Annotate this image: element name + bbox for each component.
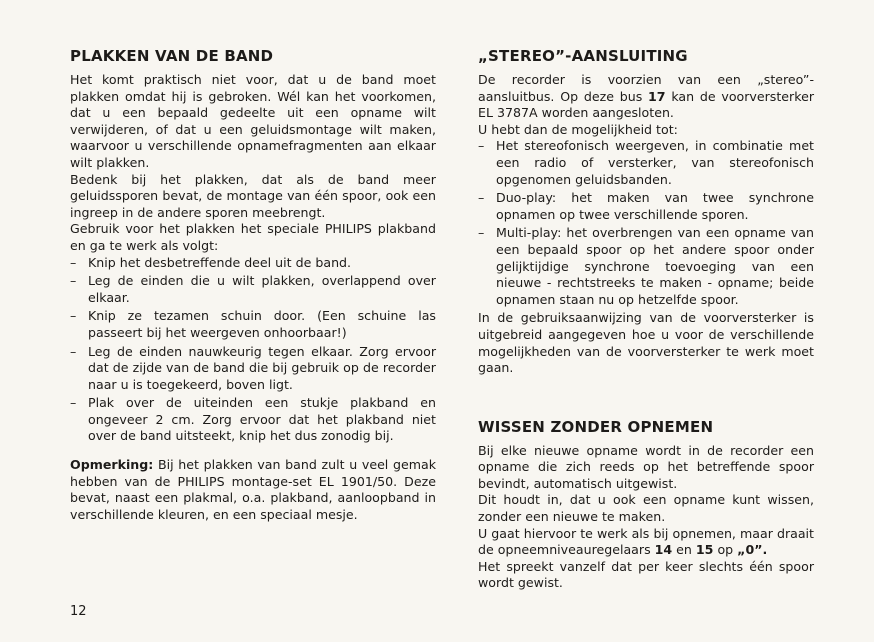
right-column: [478, 46, 814, 592]
paragraph: In de gebruiksaanwijzing van de voorversterker is uitgebreid aangegeven hoe u voor de verschillende mogelijkheden van de voorversterker te werk moet gaan.: [478, 310, 814, 376]
steps-list: [70, 255, 436, 446]
text-run: De recorder is voorzien van een „stereo”-aansluitbus. Op deze bus: [478, 72, 814, 104]
section-title-stereo: „STEREO”-AANSLUITING: [478, 47, 688, 65]
paragraph: Bij elke nieuwe opname wordt in de recorder een opname die zich reeds op het betreffende spoor bevindt, automatisch uitgewist.: [478, 442, 814, 491]
text-run: U gaat hiervoor te werk als bij opnemen, maar draait de opneemniveauregelaars: [478, 525, 814, 558]
note-label: Opmerking:: [70, 457, 154, 473]
section-title-wissen: WISSEN ZONDER OPNEMEN: [478, 417, 714, 436]
left-column: [70, 46, 436, 523]
list-item: – Leg de einden die u wilt plakken, overlappend over elkaar.: [70, 273, 436, 306]
list-item: – Multi-play: het overbrengen van een opname van een bepaald spoor op het andere spoor onder gelijktijdige synchrone toevoeging van een nieuwe - rechtstreeks te maken - opname; beide opnamen staan nu op hetzelfde spoor.: [478, 225, 814, 308]
bold-number: 15: [695, 542, 714, 558]
list-item: – Knip het desbetreffende deel uit de band.: [70, 255, 436, 272]
paragraph: Het komt praktisch niet voor, dat u de band moet plakken omdat hij is gebroken. Wél kan het voorkomen, dat u een bepaald gedeelte uit een opname wilt verwijderen, of dat u een geluidsmontage wilt maken, waarvoor u verschillende opnamefragmenten aan elkaar wilt plakken.: [70, 72, 436, 170]
list-item: – Plak over de uiteinden een stukje plakband en ongeveer 2 cm. Zorg ervoor dat het plakband niet over de band uitsteekt, knip het dus zonodig bij.: [70, 395, 436, 445]
paragraph: Bedenk bij het plakken, dat als de band meer geluidssporen bevat, de montage van één spoor, ook een ingreep in de andere sporen meebrengt.: [70, 171, 436, 220]
text-run: en: [672, 542, 696, 558]
page-number: 12: [70, 604, 87, 619]
text-run: op: [713, 542, 738, 558]
paragraph: Dit houdt in, dat u ook een opname kunt wissen, zonder een nieuwe te maken.: [478, 492, 814, 525]
list-item: – Duo-play: het maken van twee synchrone opnamen op twee verschillende sporen.: [478, 190, 814, 223]
options-list: [478, 138, 814, 308]
section-wissen: [478, 417, 814, 592]
text-run: kan de voorversterker EL 3787A worden aangesloten.: [478, 88, 814, 121]
note-text: Bij het plakken van band zult u veel gemak hebben van de PHILIPS montage-set EL 1901/50. Deze bevat, naast een plakmal, o.a. plakband, aanloopband in verschillende kleuren, en een speciaal mesje.: [70, 457, 436, 522]
paragraph: Het spreekt vanzelf dat per keer slechts één spoor wordt gewist.: [478, 558, 814, 591]
list-item: – Het stereofonisch weergeven, in combinatie met een radio of versterker, van stereofonisch opgenomen geluidsbanden.: [478, 138, 814, 188]
paragraph: [478, 72, 814, 122]
bold-value: „0”.: [737, 542, 768, 558]
section-title-plakken: PLAKKEN VAN DE BAND: [70, 47, 274, 65]
paragraph: U hebt dan de mogelijkheid tot:: [478, 121, 678, 137]
bold-number: 17: [648, 88, 666, 104]
paragraph: Gebruik voor het plakken het speciale PHILIPS plakband en ga te werk als volgt:: [70, 221, 436, 253]
note-paragraph: [70, 457, 436, 523]
bold-number: 14: [654, 542, 673, 558]
list-item: – Knip ze tezamen schuin door. (Een schuine las passeert bij het weergeven onhoorbaar!): [70, 308, 436, 341]
list-item: – Leg de einden nauwkeurig tegen elkaar. Zorg ervoor dat de zijde van de band die bij gebruik op de recorder naar u is toegekeerd, boven ligt.: [70, 344, 436, 394]
paragraph: [478, 526, 814, 559]
